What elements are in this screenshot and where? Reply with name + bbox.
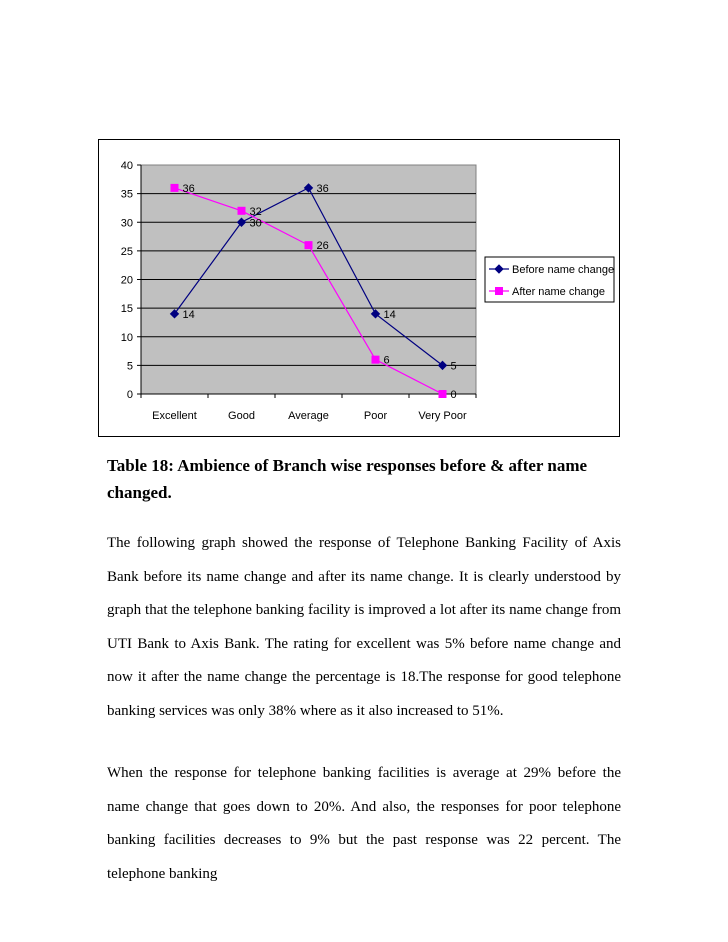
paragraph-2: When the response for telephone banking facilities is average at 29% before the name change that goes down to 20%. And also, the responses for poor telephone banking facilities decreases to 9% but the past response was 22 percent. The telephone banking — [107, 765, 621, 882]
data-label-after: 6 — [383, 354, 390, 367]
legend-label-before: Before name change — [512, 264, 615, 276]
data-label-before: 14 — [383, 308, 396, 321]
x-tick-label: Poor — [363, 410, 388, 422]
line-chart — [99, 140, 621, 438]
x-tick-label: Good — [228, 410, 255, 422]
data-label-after: 36 — [182, 182, 195, 195]
legend-label-after: After name change — [512, 286, 605, 298]
data-label-before: 30 — [249, 217, 262, 230]
data-point-after — [439, 391, 446, 398]
y-tick-label: 25 — [120, 245, 133, 258]
y-tick-label: 0 — [126, 389, 133, 401]
x-tick-label: Average — [288, 410, 329, 422]
x-tick-label: Very Poor — [418, 410, 467, 422]
data-label-after: 0 — [450, 389, 457, 401]
y-tick-label: 5 — [126, 360, 133, 373]
chart-frame — [98, 139, 620, 437]
y-tick-label: 40 — [120, 160, 133, 172]
data-point-after — [305, 242, 312, 249]
data-label-before: 14 — [182, 308, 195, 321]
y-tick-label: 15 — [120, 303, 133, 316]
y-tick-label: 10 — [120, 331, 133, 344]
data-label-before: 36 — [316, 182, 329, 195]
data-label-before: 5 — [450, 360, 457, 373]
y-tick-label: 20 — [120, 274, 133, 287]
data-point-after — [372, 356, 379, 363]
y-tick-label: 35 — [120, 188, 133, 201]
x-tick-label: Excellent — [152, 410, 197, 422]
data-point-after — [238, 207, 245, 214]
data-label-after: 32 — [249, 205, 262, 218]
legend-marker-after — [496, 288, 503, 295]
paragraph-1: The following graph showed the response of Telephone Banking Facility of Axis Bank before its name change and after its name change. It is clearly understood by graph that the telephone banking facility is improved a lot after its name change from UTI Bank to Axis Bank. The rating for excellent was 5% before name change and now it after the name change the percentage is 18.The response for good telephone banking services was only 38% where as it also increased to 51%. — [107, 535, 621, 719]
data-label-after: 26 — [316, 240, 329, 253]
table-caption: Table 18: Ambience of Branch wise responses before & after name changed. — [107, 456, 588, 502]
y-tick-label: 30 — [120, 217, 133, 230]
data-point-after — [171, 184, 178, 191]
